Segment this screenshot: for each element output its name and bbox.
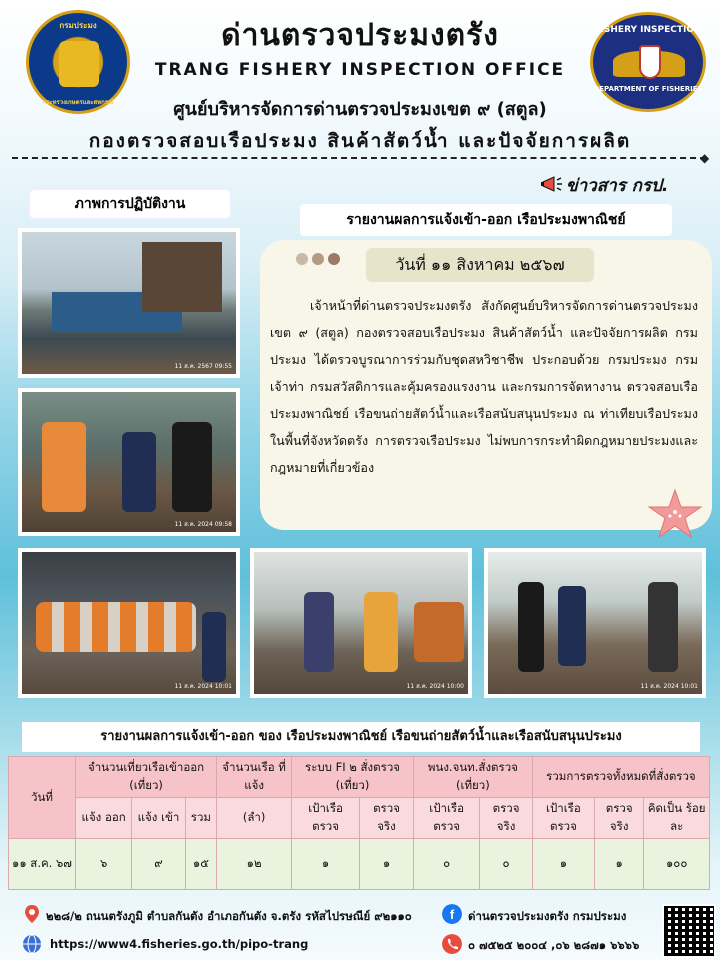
news-date: วันที่ ๑๑ สิงหาคม ๒๕๖๗ (366, 248, 594, 282)
phone-icon (442, 934, 462, 954)
footer-address: ๒๒๘/๒ ถนนตรังภูมิ ตำบลกันตัง อำเภอกันตัง จ.ตรัง รหัสไปรษณีย์ ๙๒๑๑๐ (46, 909, 412, 923)
cell-out: ๖ (76, 839, 132, 890)
photo-briefing (250, 548, 472, 698)
report-section-label: รายงานผลการแจ้งเข้า-ออก เรือประมงพาณิชย์ (300, 204, 672, 236)
logo-emblem (59, 41, 99, 87)
cell-officer-target: ๐ (413, 839, 479, 890)
sub-percent: คิดเป็น ร้อยละ (644, 798, 710, 839)
footer-website[interactable]: https://www4.fisheries.go.th/pipo-trang (50, 937, 309, 951)
facebook-icon (442, 904, 462, 924)
header-boats: จำนวนเรือ ที่แจ้ง (217, 757, 292, 798)
photo-timestamp: 11 ส.ค. 2567 09:55 (174, 363, 232, 370)
photo-timestamp: 11 ส.ค. 2024 09:58 (174, 521, 232, 528)
sub-officer-target: เป้าเรือ ตรวจ (413, 798, 479, 839)
starfish-icon (646, 488, 704, 540)
photo-inspection-team (18, 388, 240, 536)
logo-shield (639, 45, 661, 79)
photo-document-check (484, 548, 706, 698)
photo-timestamp: 11 ส.ค. 2024 10:01 (174, 683, 232, 690)
sub-in: แจ้ง เข้า (132, 798, 185, 839)
decorative-dots (296, 250, 344, 269)
sub-unit: (ลำ) (217, 798, 292, 839)
footer-phone: ๐ ๗๕๒๕ ๒๐๐๔ ,๐๖ ๒๘๗๑ ๖๖๖๖ (468, 938, 640, 952)
cell-boats: ๑๒ (217, 839, 292, 890)
location-pin-icon (22, 904, 42, 924)
sub-sum: รวม (185, 798, 216, 839)
header-divider (12, 157, 706, 159)
logo-right-bottom-text: DEPARTMENT OF FISHERIES (593, 85, 703, 93)
logo-left-bottom-text: กระทรวงเกษตรและสหกรณ์ (42, 99, 114, 106)
cell-fi2-actual: ๑ (360, 839, 414, 890)
sub-total-actual: ตรวจ จริง (594, 798, 643, 839)
sub-officer-actual: ตรวจ จริง (480, 798, 533, 839)
cell-fi2-target: ๑ (292, 839, 360, 890)
sub-total-target: เป้าเรือ ตรวจ (532, 798, 594, 839)
center-subtitle: ศูนย์บริหารจัดการด่านตรวจประมงเขต ๙ (สตูล) (173, 99, 547, 120)
globe-icon (22, 934, 42, 954)
svg-text:f: f (449, 907, 455, 922)
page-title: ด่านตรวจประมงตรัง (221, 18, 499, 53)
qr-code[interactable] (662, 904, 716, 958)
photo-timestamp: 11 ส.ค. 2024 10:01 (640, 683, 698, 690)
table-title: รายงานผลการแจ้งเข้า-ออก ของ เรือประมงพาณิชย์ เรือขนถ่ายสัตว์น้ำและเรือสนับสนุนประมง (22, 722, 700, 752)
news-tag: ข่าวสาร กรป. (566, 176, 669, 196)
table-row (9, 839, 710, 890)
cell-sum: ๑๕ (185, 839, 216, 890)
cell-total-target: ๑ (532, 839, 594, 890)
photo-timestamp: 11 ส.ค. 2024 10:00 (406, 683, 464, 690)
header-date: วันที่ (9, 757, 76, 839)
header-total: รวมการตรวจทั้งหมดที่สั่งตรวจ (532, 757, 709, 798)
division-subtitle: กองตรวจสอบเรือประมง สินค้าสัตว์น้ำ และปัจจัยการผลิต (88, 130, 632, 152)
footer-facebook[interactable]: ด่านตรวจประมงตรัง กรมประมง (468, 909, 627, 923)
sub-fi2-actual: ตรวจ จริง (360, 798, 414, 839)
megaphone-icon (540, 172, 564, 196)
cell-officer-actual: ๐ (480, 839, 533, 890)
photo-crew-lineup (18, 548, 240, 698)
report-table (8, 756, 710, 890)
header-fi2: ระบบ FI ๒ สั่งตรวจ (เที่ยว) (292, 757, 414, 798)
cell-in: ๙ (132, 839, 185, 890)
logo-right-top-text: FISHERY INSPECTION (594, 25, 702, 35)
logo-left-top-text: กรมประมง (59, 21, 97, 30)
photos-section-label: ภาพการปฏิบัติงาน (30, 190, 230, 218)
sub-fi2-target: เป้าเรือ ตรวจ (292, 798, 360, 839)
header-trips: จำนวนเที่ยวเรือเข้าออก (เที่ยว) (76, 757, 217, 798)
news-body: เจ้าหน้าที่ด่านตรวจประมงตรัง สังกัดศูนย์บริหารจัดการด่านตรวจประมง เขต ๙ (สตูล) กองตรวจสอบเรือประมง สินค้าสัตว์น้ำ และปัจจัยการผลิต กรมประมง ได้ตรวจบูรณาการร่วมกับชุดสหวิชาชีพ ประกอบด้วย กรมประมง กรมเจ้าท่า กรมสวัสดิการและคุ้มครองแรงงาน และกรมการจัดหางาน ตรวจสอบเรือประมงพาณิชย์ เรือขนถ่ายสัตว์น้ำและเรือสนับสนุนประมง ณ ท่าเทียบเรือประมงในพื้นที่จังหวัดตรัง การตรวจเรือประมง ไม่พบการกระทำผิดกฎหมายประมงและกฎหมายที่เกี่ยวข้อง (270, 298, 698, 475)
cell-date: ๑๑ ส.ค. ๖๗ (9, 839, 76, 890)
header-officer-order: พนง.จนท.สั่งตรวจ (เที่ยว) (413, 757, 532, 798)
cell-total-actual: ๑ (594, 839, 643, 890)
sub-out: แจ้ง ออก (76, 798, 132, 839)
photo-fishing-boat (18, 228, 240, 378)
page-title-english: TRANG FISHERY INSPECTION OFFICE (154, 60, 566, 80)
cell-percent: ๑๐๐ (644, 839, 710, 890)
divider-arrow-icon: ◆ (700, 151, 710, 165)
